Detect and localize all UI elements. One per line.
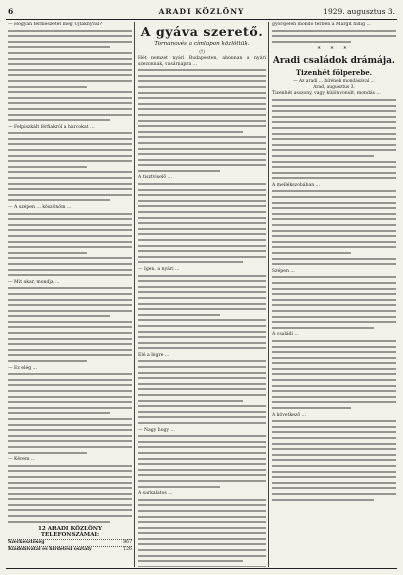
body-text-block <box>8 287 132 362</box>
article-mark: (†) <box>199 50 205 55</box>
article-title: A gyáva szerető. <box>140 24 264 39</box>
column-1 <box>8 22 132 567</box>
paragraph: Szépen ... <box>272 268 295 274</box>
body-text-block <box>138 275 266 350</box>
paragraph: — Felpiszkált férfiakról a harcokat ... <box>8 124 95 130</box>
paragraph: A családi ... <box>272 332 299 338</box>
paragraph: — Nagy hogy ... <box>138 427 175 433</box>
paragraph: A mellékszobában ... <box>272 182 320 188</box>
footer-rule <box>6 568 397 569</box>
paragraph: gyorsjelen mondó térben a Margit hídig ... <box>272 22 371 27</box>
body-text-block <box>138 69 266 172</box>
masthead: ARADI KÖZLÖNY <box>158 7 245 16</box>
telephone-row <box>8 546 132 553</box>
page-number: 6 <box>8 7 14 16</box>
header-rule <box>6 19 397 20</box>
telephone-label: Kiadóhivatal és hirdetési osztály <box>8 547 92 553</box>
body-text-block <box>272 340 396 409</box>
body-text-block <box>272 30 396 43</box>
paragraph: A tisztviselő ... <box>138 175 172 181</box>
column-3 <box>272 22 396 567</box>
article-subtitle: Tornanovés a címlapon közlöttük. <box>154 41 250 47</box>
page-header <box>8 7 395 19</box>
body-text-block <box>8 30 132 122</box>
body-text-block <box>272 99 396 179</box>
body-text-block <box>272 190 396 265</box>
telephone-number: 126 <box>123 547 132 553</box>
paragraph: Elé a bigre ... <box>138 352 170 358</box>
paragraph: — Hogyan természetét meg Ujtáknyval? <box>8 22 102 27</box>
body-text-block <box>8 373 132 453</box>
paragraph: — Kérem ... <box>8 457 36 463</box>
section-note: — Az aradi ... hírének mondásával ... <box>293 79 375 85</box>
column-2 <box>138 22 266 567</box>
paragraph: — Mit akar, mondja ... <box>8 279 60 285</box>
paragraph: A sarkalatos ... <box>138 491 173 497</box>
paragraph: Tizenhét asszony, vagy különvonult, mondás ... <box>272 91 381 97</box>
body-text-block <box>272 276 396 328</box>
column-divider <box>134 22 135 567</box>
section-dateline: Arad, augusztus 3. <box>313 85 355 91</box>
column-divider <box>268 22 269 567</box>
section-title: Aradi családok drámája. <box>272 56 396 67</box>
body-text-block <box>8 465 132 523</box>
paragraph: — Ez elég ... <box>8 365 37 371</box>
body-text-block <box>138 499 266 567</box>
body-text-block <box>8 132 132 201</box>
paragraph: Hét nemzet nyári Budapesten, ahonnan a nyári szezonnak, vasárnapra ... <box>138 56 266 67</box>
section-subtitle: Tizenhét fölperebe. <box>295 68 373 78</box>
paragraph: — Igen, a nyári ... <box>138 266 180 272</box>
body-text-block <box>138 435 266 487</box>
telephone-box-title: 12 ARADI KÖZLÖNY TELEFONSZÁMAI: <box>37 526 103 539</box>
body-text-block <box>272 420 396 500</box>
paragraph: A következő ... <box>272 412 307 418</box>
body-text-block <box>138 183 266 263</box>
section-divider: * * * <box>317 46 351 54</box>
telephone-number: 867 <box>123 540 132 546</box>
telephone-label: Szerkesztőség <box>8 540 45 546</box>
telephone-row <box>8 539 132 546</box>
issue-date: 1929. augusztus 3. <box>323 7 395 16</box>
body-text-block <box>8 213 132 277</box>
paragraph: — A szépen ... köszönöm ... <box>8 205 72 210</box>
body-text-block <box>138 360 266 424</box>
